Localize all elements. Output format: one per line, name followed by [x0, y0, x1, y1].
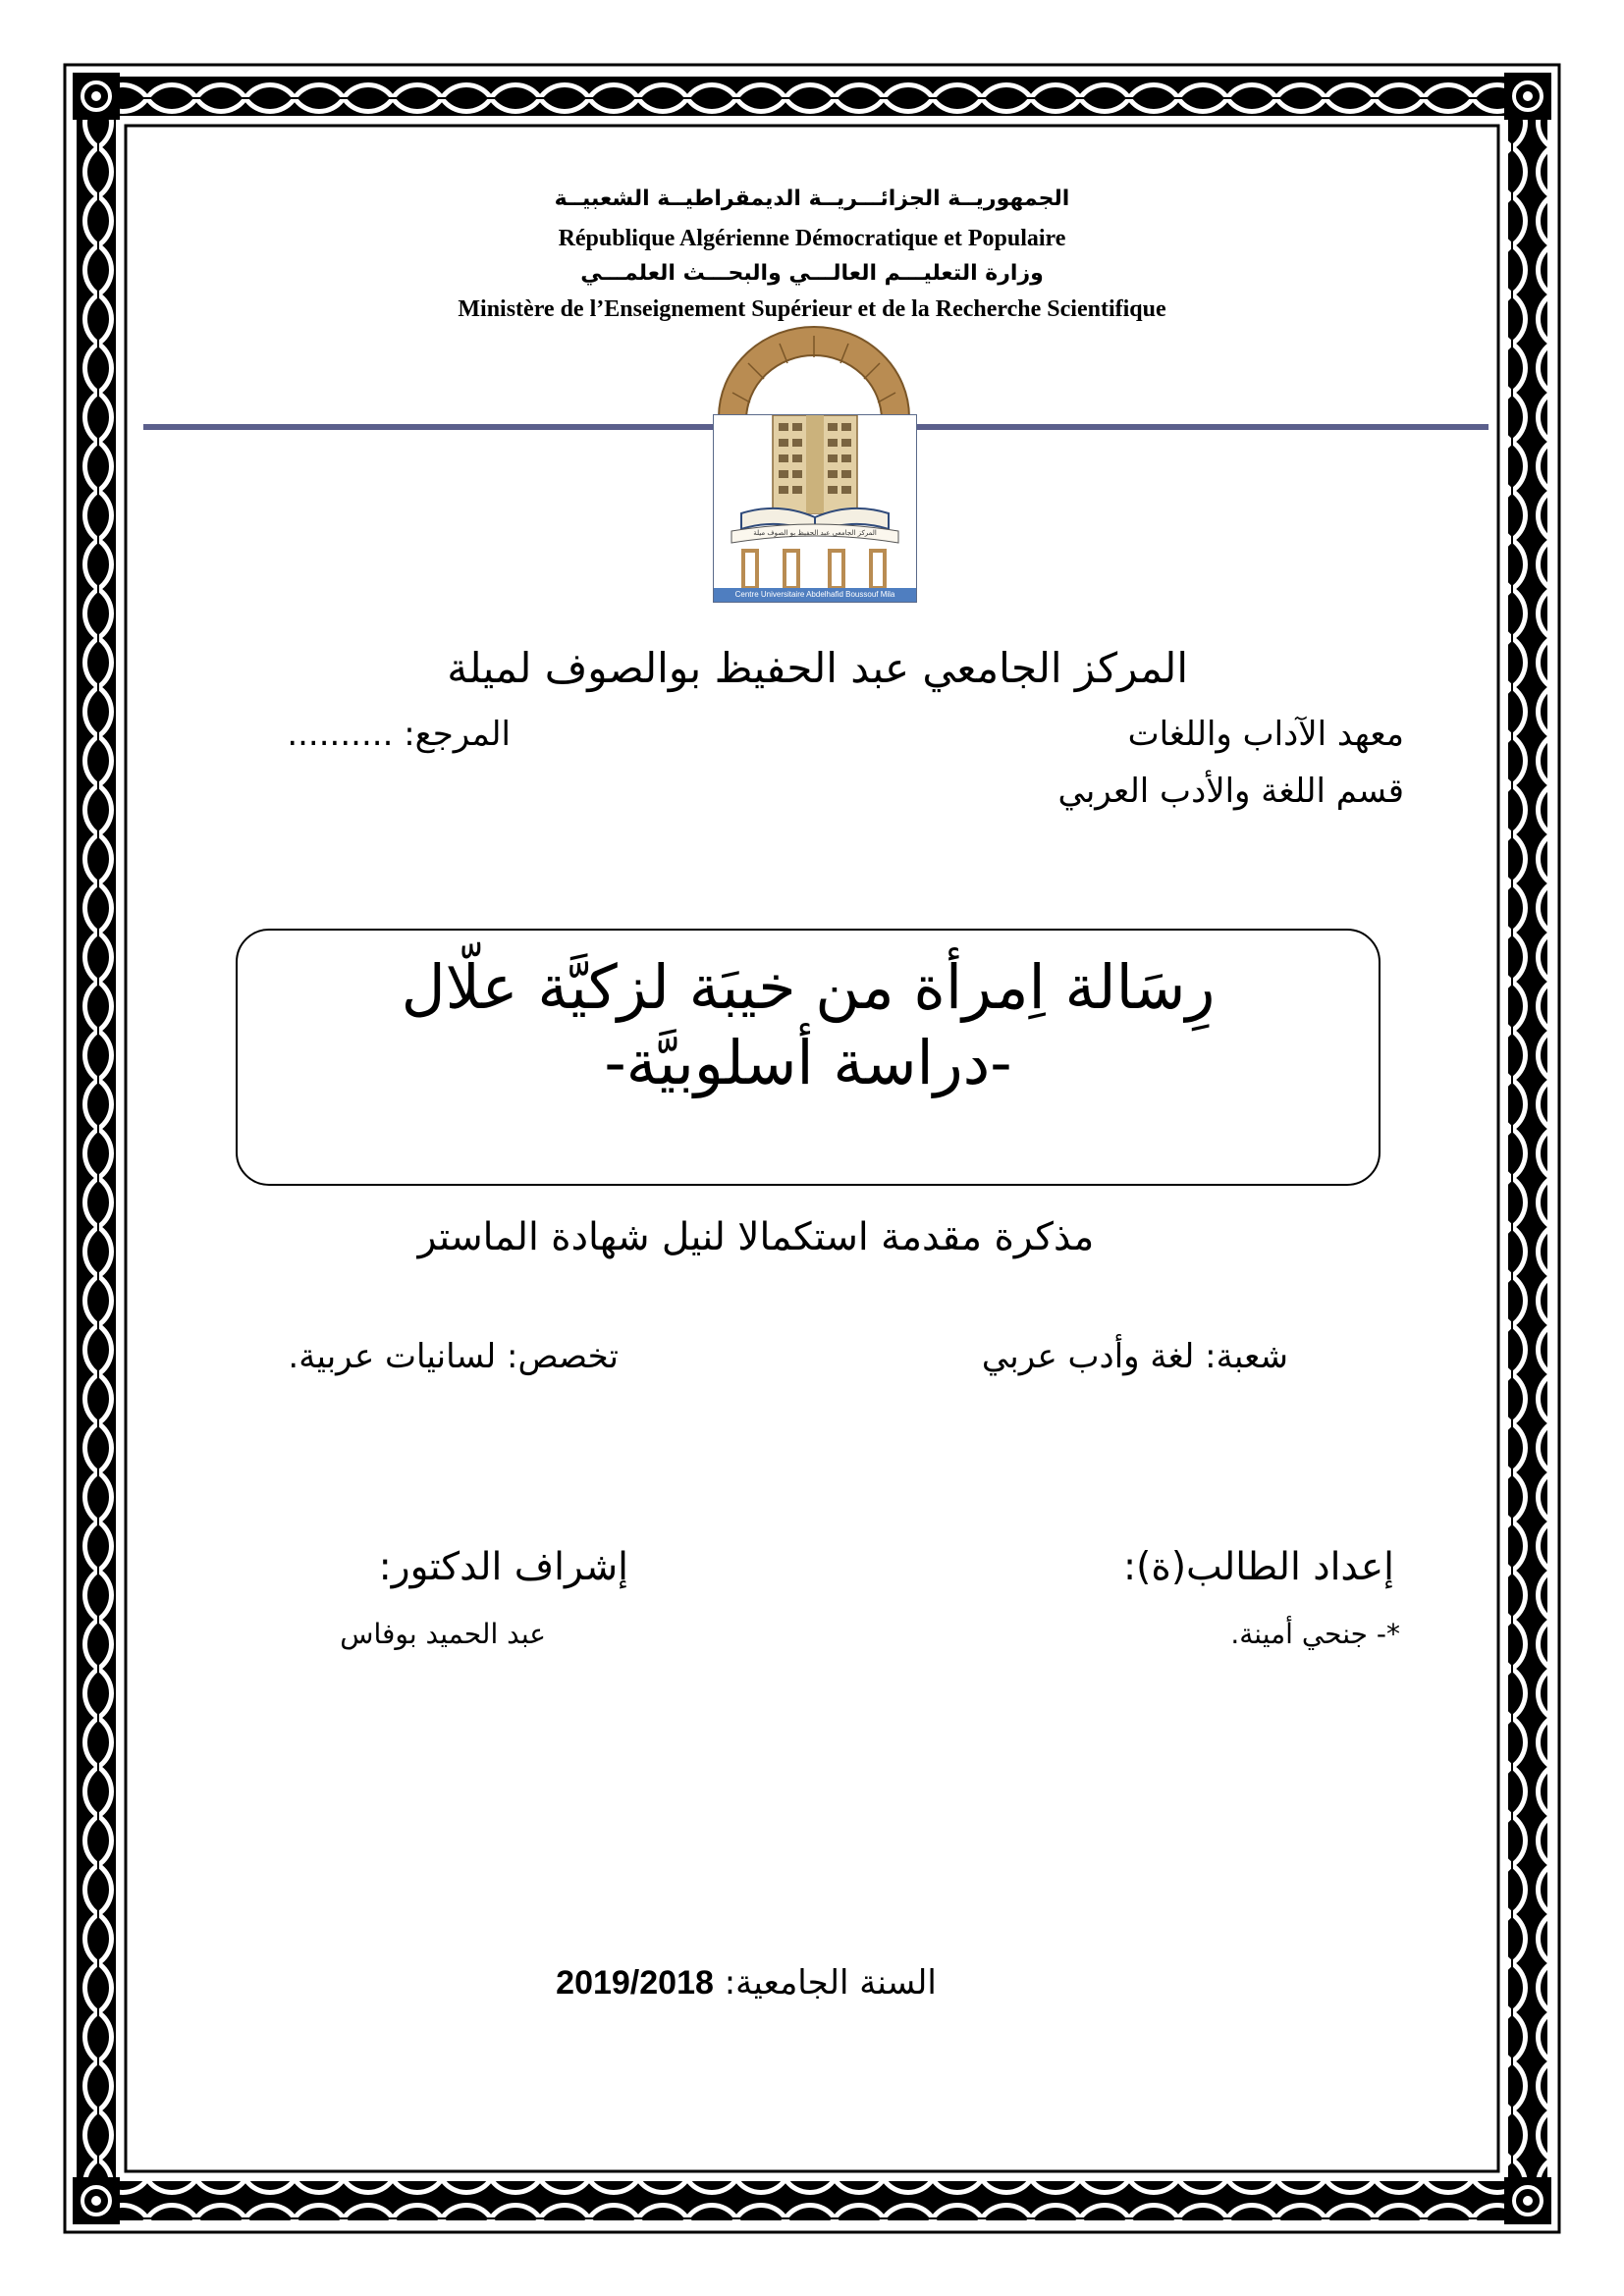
supervisor-name: عبد الحميد بوفاس [340, 1618, 546, 1650]
thesis-title: رِسَالة اِمرأة من خيبَة لزكيَّة علّال [401, 951, 1216, 1023]
institute-name: معهد الآداب واللغات [1127, 715, 1404, 754]
student-name: *- جنحي أمينة. [1230, 1618, 1400, 1650]
ministry-name-arabic: وزارة التعليـــم العالـــي والبحـــث العلمـــي [580, 261, 1044, 286]
branch-field: شعبة: لغة وأدب عربي [981, 1337, 1288, 1376]
republic-name-french: République Algérienne Démocratique et Populaire [558, 226, 1066, 251]
thesis-subtitle: -دراسة أسلوبيَّة- [604, 1027, 1012, 1099]
ministry-name-french: Ministère de l’Enseignement Supérieur et de la Recherche Scientifique [458, 296, 1166, 322]
thesis-title-box [236, 929, 1380, 1186]
university-logo [713, 414, 917, 603]
thesis-purpose: مذكرة مقدمة استكمالا لنيل شهادة الماستر [417, 1215, 1095, 1259]
academic-year [491, 1963, 1001, 2002]
academic-year-label: السنة الجامعية: [724, 1963, 937, 2002]
specialty-field: تخصص: لسانيات عربية. [288, 1337, 619, 1376]
student-label: إعداد الطالب(ة): [1123, 1545, 1394, 1589]
reference-field: المرجع: .......... [287, 715, 511, 754]
logo-building-icon [714, 415, 916, 602]
logo-caption-arabic: المركز الجامعي عبد الحفيظ بو الصوف ميلة [753, 529, 877, 537]
supervisor-label: إشراف الدكتور: [378, 1545, 628, 1589]
republic-name-arabic: الجمهوريــة الجزائـــريــة الديمقراطيــة الشعبيــة [554, 187, 1070, 211]
institution-name: المركز الجامعي عبد الحفيظ بوالصوف لميلة [447, 644, 1188, 692]
academic-year-value: 2019/2018 [556, 1964, 714, 2002]
department-name: قسم اللغة والأدب العربي [1057, 772, 1404, 811]
logo-caption-french: Centre Universitaire Abdelhafid Boussouf Mila [714, 588, 916, 602]
